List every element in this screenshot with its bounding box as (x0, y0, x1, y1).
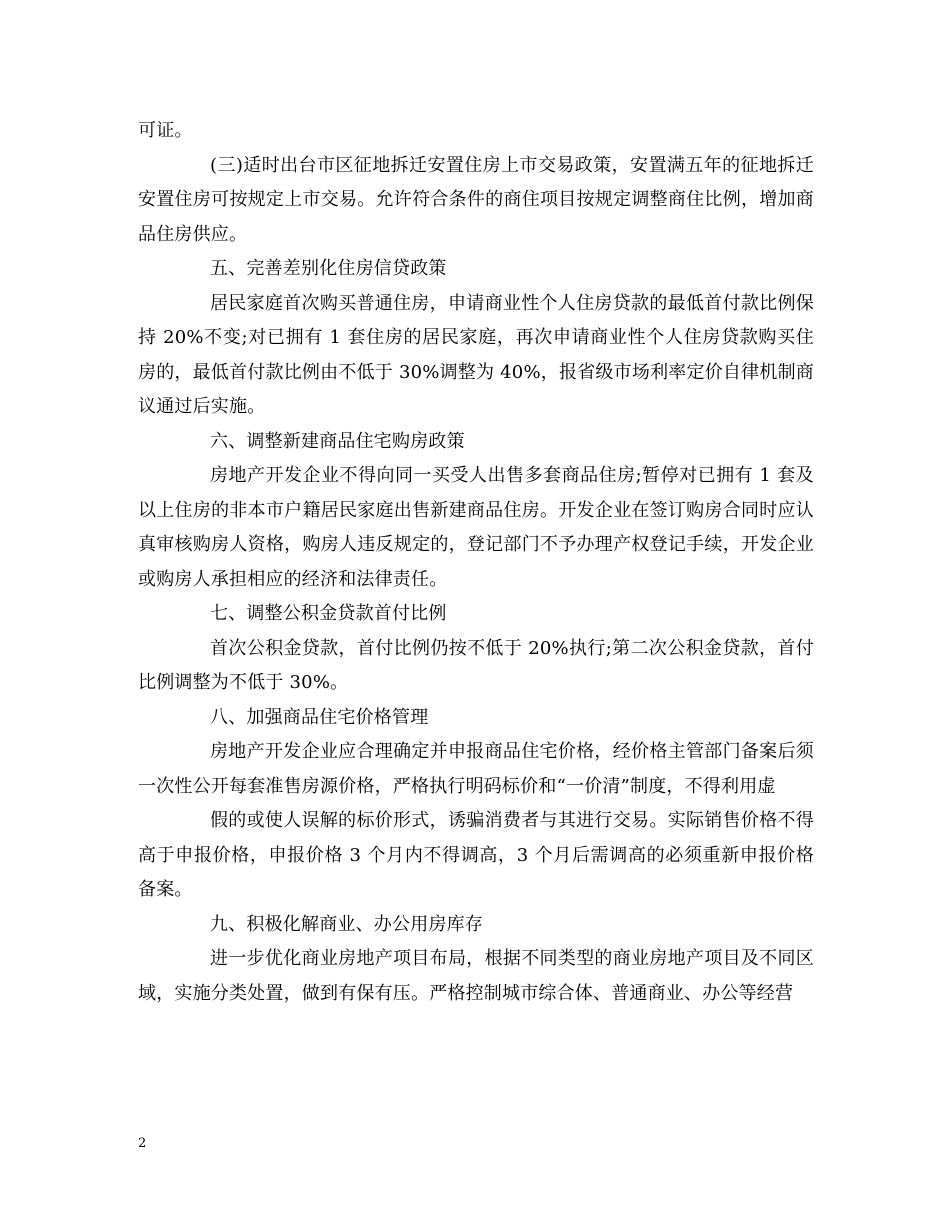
paragraph-credit-policy: 居民家庭首次购买普通住房，申请商业性个人住房贷款的最低首付款比例保持 20%不变;对已拥有 1 套住房的居民家庭，再次申请商业性个人住房贷款购买住房的，最低首付款比例由不低于 30%调整为 40%，报省级市场利率定价自律机制商议通过后实施。 (138, 292, 814, 417)
paragraph-relocation-housing: (三)适时出台市区征地拆迁安置住房上市交易政策，安置满五年的征地拆迁安置住房可按规定上市交易。允许符合条件的商住项目按规定调整商住比例，增加商品住房供应。 (138, 154, 814, 245)
document-body (138, 114, 814, 1011)
paragraph-price-filing: 假的或使人误解的标价形式，诱骗消费者与其进行交易。实际销售价格不得高于申报价格，申报价格 3 个月内不得调高，3 个月后需调高的必须重新申报价格备案。 (138, 810, 814, 900)
section-heading-5: 五、完善差别化住房信贷政策 (210, 258, 447, 279)
section-heading-7: 七、调整公积金贷款首付比例 (210, 603, 447, 624)
paragraph-purchase-policy: 房地产开发企业不得向同一买受人出售多套商品住房;暂停对已拥有 1 套及以上住房的非本市户籍居民家庭出售新建商品住房。开发企业在签订购房合同时应认真审核购房人资格，购房人违反规定的，登记部门不予办理产权登记手续，开发企业或购房人承担相应的经济和法律责任。 (138, 465, 814, 590)
paragraph-provident-fund: 首次公积金贷款，首付比例仍按不低于 20%执行;第二次公积金贷款，首付比例调整为不低于 30%。 (138, 637, 814, 693)
section-heading-6: 六、调整新建商品住宅购房政策 (210, 430, 465, 452)
paragraph-price-management: 房地产开发企业应合理确定并申报商品住宅价格，经价格主管部门备案后须一次性公开每套准售房源价格，严格执行明码标价和“一价清”制度，不得利用虚 (138, 741, 814, 797)
section-heading-9: 九、积极化解商业、办公用房库存 (210, 913, 483, 935)
paragraph-commercial-inventory: 进一步优化商业房地产项目布局，根据不同类型的商业房地产项目及不同区域，实施分类处置，做到有保有压。严格控制城市综合体、普通商业、办公等经营 (138, 948, 814, 1004)
paragraph-continuation: 可证。 (138, 120, 193, 141)
section-heading-8: 八、加强商品住宅价格管理 (210, 706, 429, 728)
page-number: 2 (138, 1136, 147, 1151)
